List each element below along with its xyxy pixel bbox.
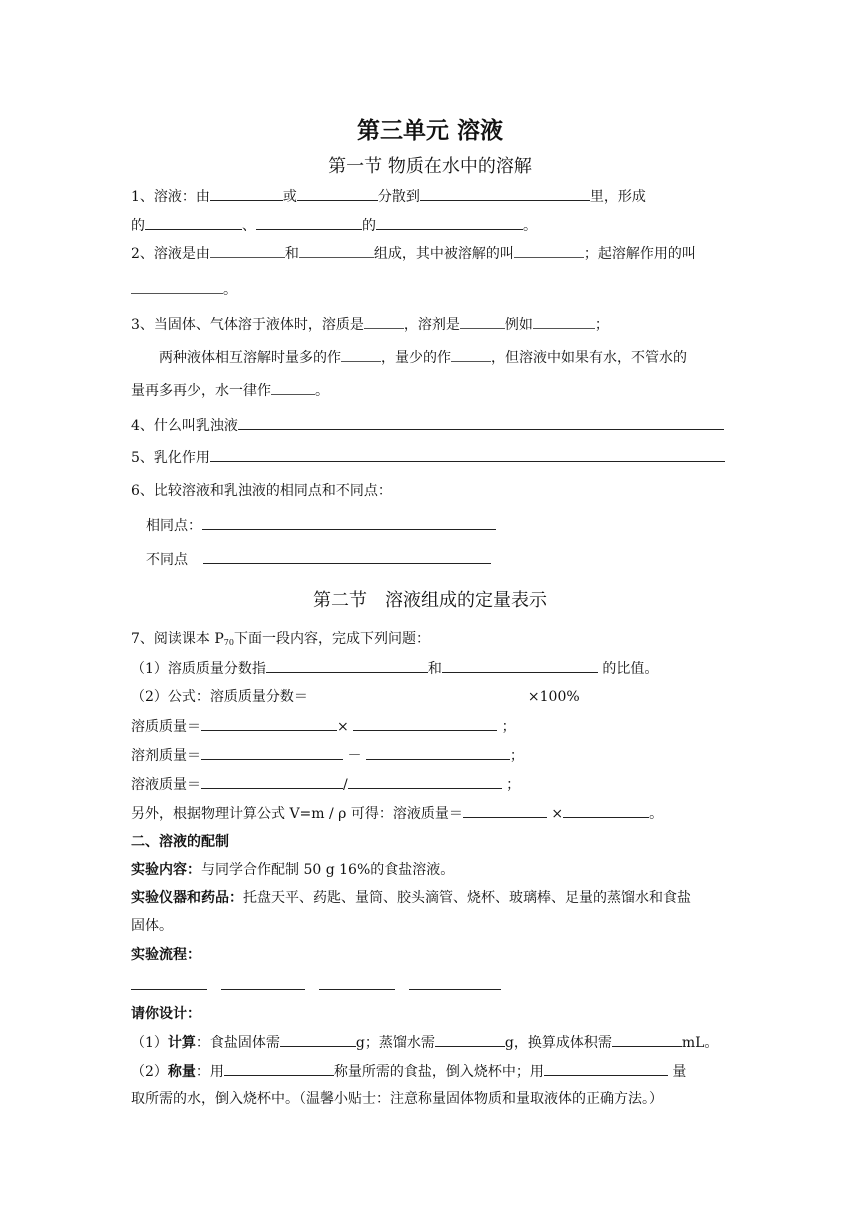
- blank[interactable]: [210, 186, 283, 201]
- blank[interactable]: [271, 380, 315, 395]
- blank[interactable]: [460, 314, 505, 329]
- blank[interactable]: [341, 347, 381, 362]
- blank[interactable]: [463, 803, 547, 818]
- blank[interactable]: [409, 975, 501, 990]
- experiment-content: 实验内容：与同学合作配制 50 g 16%的食盐溶液。: [131, 862, 455, 878]
- flow-blanks: [131, 975, 501, 996]
- answer-line[interactable]: [203, 549, 491, 564]
- instruments-line-1: 实验仪器和药品：托盘天平、药匙、量筒、胶头滴管、烧杯、玻璃棒、足量的蒸馏水和食盐: [131, 890, 691, 906]
- step-calculation: （1）计算：食盐固体需 g；蒸馏水需 g，换算成体积需 mL。: [131, 1032, 718, 1053]
- formula-solute: 溶质质量＝ × ；: [131, 716, 516, 737]
- blank[interactable]: [563, 803, 649, 818]
- blank[interactable]: [210, 243, 285, 258]
- blank[interactable]: [201, 774, 343, 789]
- question-7-part-2: （2）公式：溶质质量分数＝ ×100%: [131, 689, 580, 705]
- question-1-line-2: 的 、 的 。: [131, 215, 537, 236]
- step-weighing-line-2: 取所需的水，倒入烧杯中。（温馨小贴士：注意称量固体物质和量取液体的正确方法。）: [131, 1091, 663, 1107]
- blank[interactable]: [145, 215, 242, 230]
- blank[interactable]: [451, 347, 491, 362]
- question-2-line-1: 2、溶液是由 和 组成，其中被溶解的叫 ；起溶解作用的叫: [131, 243, 696, 264]
- question-4: 4、什么叫乳浊液: [131, 415, 724, 436]
- instruments-line-2: 固体。: [131, 918, 173, 934]
- blank[interactable]: [353, 716, 497, 731]
- question-2-line-2: 。: [131, 279, 237, 300]
- blank[interactable]: [348, 774, 502, 789]
- blank[interactable]: [319, 975, 395, 990]
- page-title: 第三单元 溶液: [356, 118, 503, 144]
- formula-density: 另外，根据物理计算公式 V=m / ρ 可得：溶液质量＝ × 。: [131, 803, 663, 824]
- blank[interactable]: [514, 243, 584, 258]
- step-weighing: （2）称量：用 称量所需的食盐，倒入烧杯中；用 量: [131, 1061, 686, 1082]
- blank[interactable]: [280, 1032, 356, 1047]
- blank[interactable]: [224, 1061, 334, 1076]
- question-3-line-1: 3、当固体、气体溶于液体时，溶质是 ，溶剂是 例如 ；: [131, 314, 609, 335]
- blank[interactable]: [299, 243, 374, 258]
- blank[interactable]: [420, 186, 590, 201]
- blank[interactable]: [266, 658, 428, 673]
- part-2-heading: 二、溶液的配制: [131, 834, 229, 850]
- question-7: 7、阅读课本 $P_{70}$下面一段内容，完成下列问题：: [131, 631, 430, 647]
- blank[interactable]: [364, 314, 404, 329]
- section-1-heading: 第一节 物质在水中的溶解: [328, 156, 532, 177]
- question-7-part-1: （1）溶质质量分数指 和 的比值。: [131, 658, 658, 679]
- question-3-line-3: 量再多再少，水一律作 。: [131, 380, 329, 401]
- section-2-heading: 第二节 溶液组成的定量表示: [313, 590, 547, 611]
- answer-line[interactable]: [238, 415, 724, 430]
- blank[interactable]: [131, 975, 207, 990]
- blank[interactable]: [366, 745, 510, 760]
- formula-solution: 溶液质量＝ / ；: [131, 774, 520, 795]
- question-6: 6、比较溶液和乳浊液的相同点和不同点：: [131, 483, 392, 499]
- answer-line[interactable]: [210, 447, 725, 462]
- formula-solvent: 溶剂质量＝ － ；: [131, 745, 524, 766]
- blank[interactable]: [544, 1061, 668, 1076]
- blank[interactable]: [533, 314, 595, 329]
- blank[interactable]: [376, 215, 523, 230]
- blank[interactable]: [612, 1032, 682, 1047]
- blank[interactable]: [256, 215, 362, 230]
- blank[interactable]: [131, 279, 223, 294]
- blank[interactable]: [201, 745, 343, 760]
- blank[interactable]: [435, 1032, 505, 1047]
- question-1-line-1: 1、溶液：由 或 分散到 里，形成: [131, 186, 646, 207]
- flow-label: 实验流程：: [131, 947, 201, 963]
- blank[interactable]: [201, 716, 337, 731]
- question-6-same: 相同点：: [146, 515, 496, 536]
- blank[interactable]: [221, 975, 305, 990]
- question-5: 5、乳化作用: [131, 447, 725, 468]
- question-6-diff: 不同点: [146, 549, 491, 570]
- design-label: 请你设计：: [131, 1006, 201, 1022]
- blank[interactable]: [297, 186, 378, 201]
- blank[interactable]: [442, 658, 598, 673]
- question-3-line-2: 两种液体相互溶解时量多的作 ，量少的作 ，但溶液中如果有水，不管水的: [159, 347, 687, 368]
- answer-line[interactable]: [202, 515, 496, 530]
